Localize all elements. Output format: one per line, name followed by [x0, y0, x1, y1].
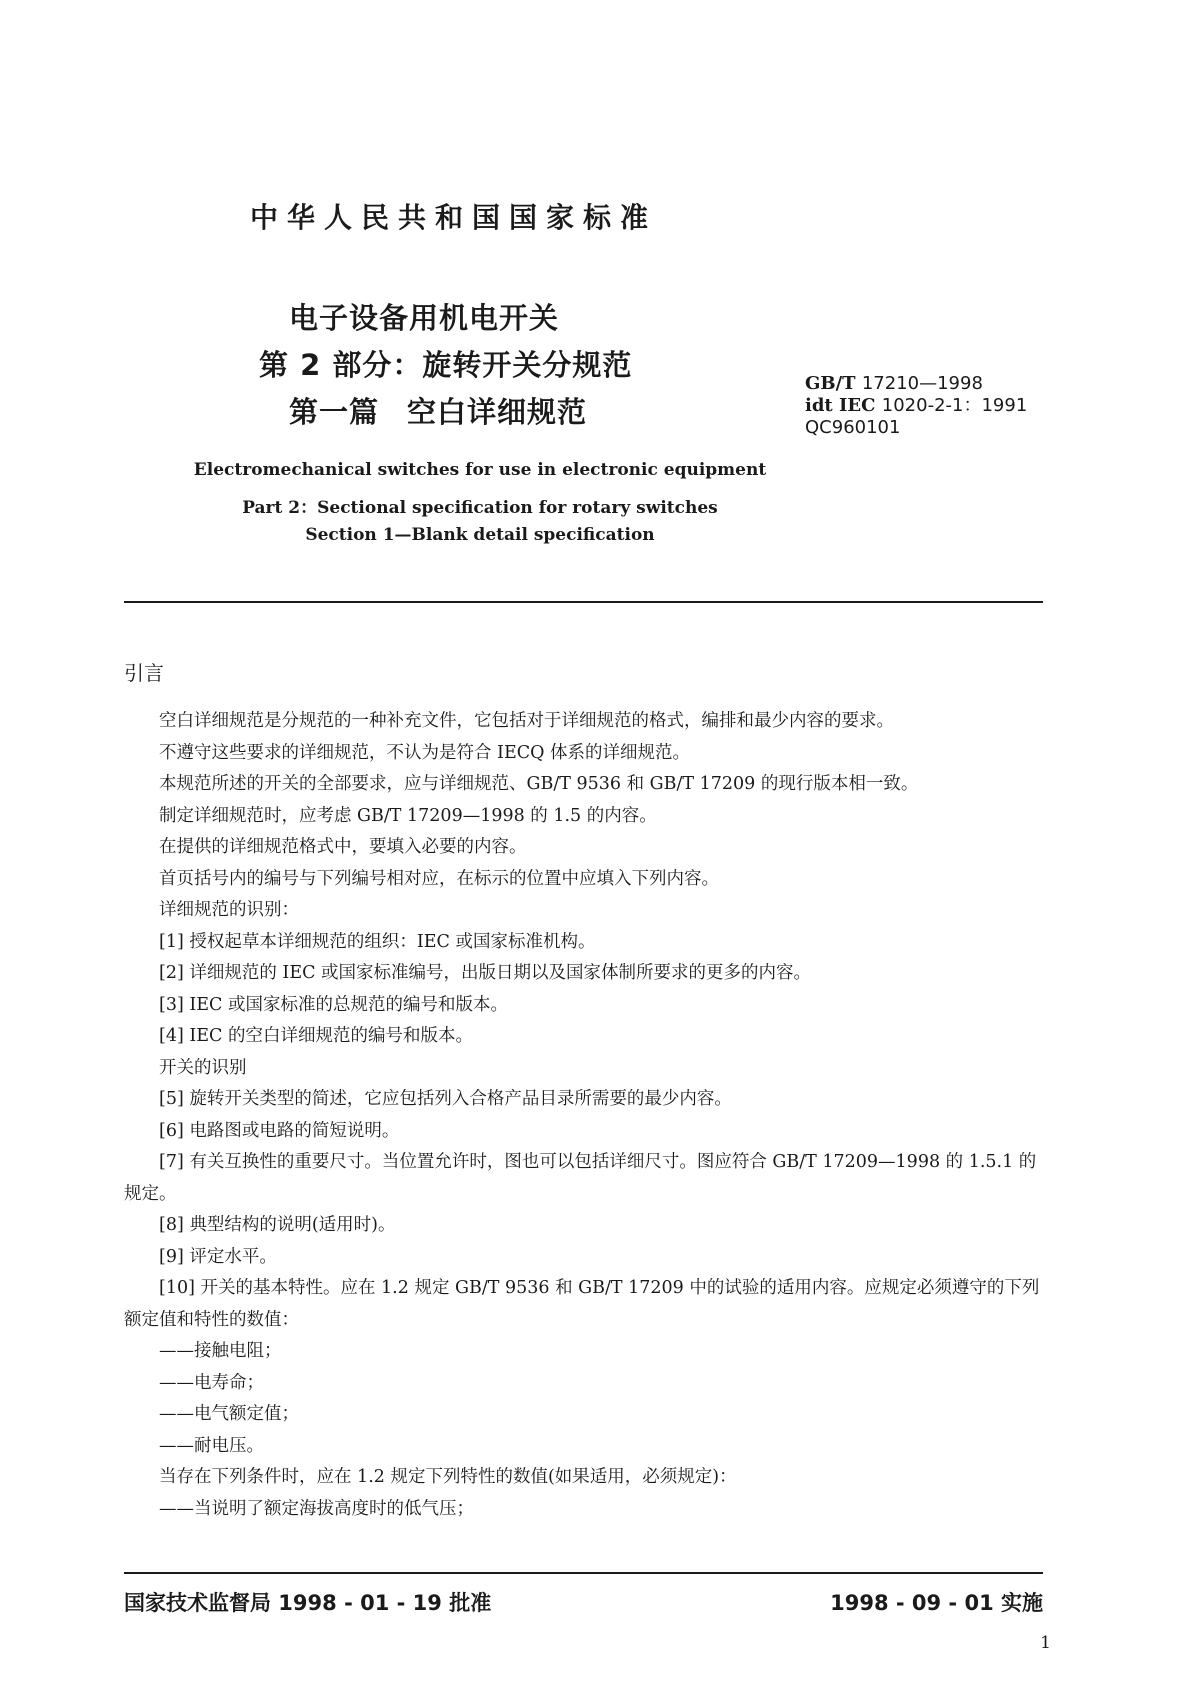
qc-code-value: QC960101 [805, 417, 901, 438]
national-standard-header: 中华人民共和国国家标准 [250, 201, 658, 234]
intro-dash-item: ——耐电压。 [159, 1435, 264, 1456]
intro-paragraph: 本规范所述的开关的全部要求，应与详细规范、GB/T 9536 和 GB/T 17209 的现行版本相一致。 [159, 774, 919, 794]
standard-codes [805, 373, 1027, 439]
gb-code-value: 17210—1998 [861, 373, 983, 394]
iec-code-prefix: idt IEC [805, 395, 876, 416]
intro-paragraph: 首页括号内的编号与下列编号相对应，在标示的位置中应填入下列内容。 [159, 868, 719, 889]
intro-dash-item: ——接触电阻； [159, 1341, 282, 1361]
iec-code [805, 395, 1027, 417]
intro-paragraph: 空白详细规范是分规范的一种补充文件，它包括对于详细规范的格式，编排和最少内容的要求。 [159, 711, 894, 731]
title-cn-section: 第一篇 [289, 395, 380, 429]
intro-list-item: [10] 开关的基本特性。应在 1.2 规定 GB/T 9536 和 GB/T 17209 中的试验的适用内容。应规定必须遵守的下列额定值和特性的数值： [124, 1278, 1040, 1330]
intro-dash-item: ——当说明了额定海拔高度时的低气压； [159, 1498, 474, 1519]
title-en-line3: Section 1—Blank detail specification [305, 525, 655, 545]
intro-paragraph: 不遵守这些要求的详细规范，不认为是符合 IECQ 体系的详细规范。 [159, 742, 691, 763]
intro-list-item: [7] 有关互换性的重要尺寸。当位置允许时，图也可以包括详细尺寸。图应符合 GB/T 17209—1998 的 1.5.1 的规定。 [124, 1152, 1037, 1204]
intro-list-item: [5] 旋转开关类型的简述，它应包括列入合格产品目录所需要的最少内容。 [159, 1089, 732, 1109]
title-cn-line3 [289, 390, 587, 431]
header-divider [124, 601, 1043, 603]
title-cn-line2: 第 2 部分：旋转开关分规范 [259, 348, 633, 382]
intro-list-item: [4] IEC 的空白详细规范的编号和版本。 [159, 1026, 473, 1046]
intro-heading: 引言 [124, 661, 164, 685]
implementation-date: 1998 - 09 - 01 实施 [830, 1591, 1043, 1615]
intro-paragraph: 在提供的详细规范格式中，要填入必要的内容。 [159, 837, 527, 857]
page-number: 1 [1040, 1633, 1051, 1653]
intro-list-item: [3] IEC 或国家标准的总规范的编号和版本。 [159, 994, 508, 1015]
gb-code-prefix: GB/T [805, 373, 856, 394]
approval-date: 国家技术监督局 1998 - 01 - 19 批准 [124, 1591, 492, 1615]
footer-divider [124, 1572, 1043, 1574]
intro-paragraph: 制定详细规范时，应考虑 GB/T 17209—1998 的 1.5 的内容。 [159, 805, 657, 826]
intro-body [124, 706, 1049, 1525]
title-en-line1: Electromechanical switches for use in electronic equipment [193, 460, 767, 480]
title-en-line2: Part 2：Sectional specification for rotary switches [242, 498, 718, 518]
intro-paragraph: 开关的识别 [159, 1057, 247, 1078]
intro-paragraph: 详细规范的识别： [159, 900, 299, 920]
intro-list-item: [2] 详细规范的 IEC 或国家标准编号，出版日期以及国家体制所要求的更多的内容。 [159, 963, 812, 983]
intro-list-item: [8] 典型结构的说明(适用时)。 [159, 1215, 396, 1235]
intro-paragraph: 当存在下列条件时，应在 1.2 规定下列特性的数值(如果适用，必须规定)： [159, 1467, 737, 1487]
qc-code [805, 417, 1027, 439]
intro-list-item: [9] 评定水平。 [159, 1246, 277, 1267]
gb-code [805, 373, 1027, 395]
intro-list-item: [1] 授权起草本详细规范的组织：IEC 或国家标准机构。 [159, 931, 596, 952]
title-cn-section-name: 空白详细规范 [407, 395, 588, 429]
intro-list-item: [6] 电路图或电路的简短说明。 [159, 1120, 400, 1141]
iec-code-value: 1020-2-1：1991 [881, 395, 1028, 416]
intro-dash-item: ——电寿命； [159, 1372, 264, 1393]
intro-dash-item: ——电气额定值； [159, 1404, 299, 1424]
title-cn-line1: 电子设备用机电开关 [289, 301, 560, 335]
